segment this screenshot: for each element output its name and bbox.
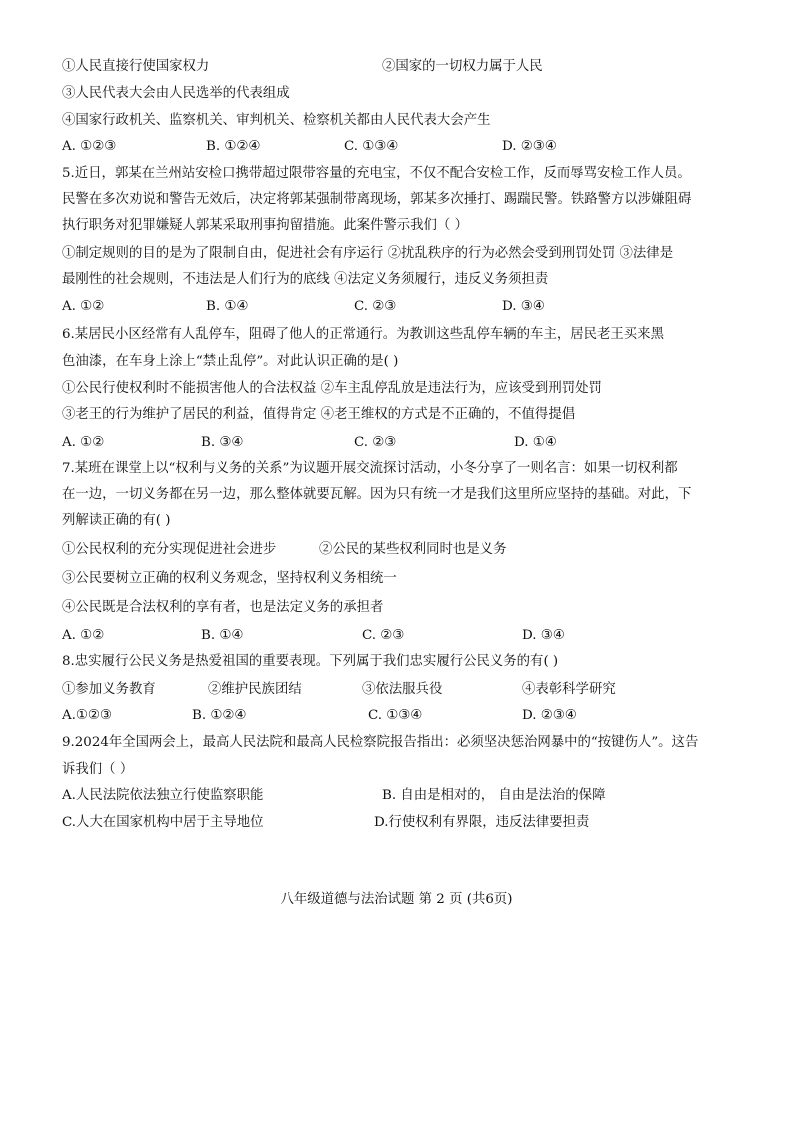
choice-d: D. ①④ — [514, 435, 557, 450]
statement-4: ④公民既是合法权利的享有者，也是法定义务的承担者 — [62, 600, 384, 615]
q5-statement-line: 最刚性的社会规则，不违法是人们行为的底线 ④法定义务须履行，违反义务须担责 — [62, 272, 549, 287]
choice-b: B. ③④ — [201, 435, 244, 450]
q9-stem-line: 诉我们（ ） — [62, 762, 134, 777]
choice-c: C. ②③ — [362, 628, 405, 643]
q6-stem-line: 色油漆，在车身上涂上“禁止乱停”。对此认识正确的是( ) — [62, 354, 399, 369]
statement-3: ③依法服兵役 — [362, 682, 443, 697]
statement-1: ①人民直接行使国家权力 — [62, 59, 210, 74]
choice-c: C. ①③④ — [344, 139, 399, 154]
statement-1: ①公民权利的充分实现促进社会进步 — [62, 542, 277, 557]
statement-3: ③人民代表大会由人民选举的代表组成 — [62, 86, 290, 101]
choice-b: B. ①②④ — [206, 139, 261, 154]
statement-4: ④表彰科学研究 — [522, 682, 616, 697]
statement-4: ④国家行政机关、监察机关、审判机关、检察机关都由人民代表大会产生 — [62, 113, 491, 128]
q9-stem-line: 9.2024年全国两会上，最高人民法院和最高人民检察院报告指出：必须坚决惩治网暴中的“按键伤人”。这告 — [62, 735, 699, 750]
statement-2: ②公民的某些权利同时也是义务 — [319, 542, 507, 557]
choice-b: B. ①④ — [201, 628, 244, 643]
choice-a: A.人民法院依法独立行使监察职能 — [62, 788, 264, 803]
choice-c: C. ②③ — [354, 299, 397, 314]
q5-stem-line: 民警在多次劝说和警告无效后，决定将郭某强制带离现场，郭某多次捶打、踢踹民警。铁路警方以涉嫌阻碍 — [62, 192, 692, 207]
q7-stem-line: 列解读正确的有( ) — [62, 513, 171, 528]
choice-c: C.人大在国家机构中居于主导地位 — [62, 815, 264, 830]
q6-stem-line: 6.某居民小区经常有人乱停车，阻碍了他人的正常通行。为教训这些乱停车辆的车主，居民老王买来黑 — [62, 327, 664, 342]
choice-c: C. ②③ — [354, 435, 397, 450]
choice-a: A.①②③ — [62, 708, 112, 723]
q5-stem-line: 执行职务对犯罪嫌疑人郭某采取刑事拘留措施。此案件警示我们（ ） — [62, 218, 468, 233]
q8-stem: 8.忠实履行公民义务是热爱祖国的重要表现。下列属于我们忠实履行公民义务的有( ) — [62, 654, 559, 669]
choice-b: B. ①④ — [206, 299, 249, 314]
q5-statement-line: ①制定规则的目的是为了限制自由，促进社会有序运行 ②扰乱秩序的行为必然会受到刑罚处罚 ③法律是 — [62, 246, 674, 261]
choice-a: A. ①② — [62, 628, 105, 643]
choice-d: D.行使权利有界限，违反法律要担责 — [374, 815, 590, 830]
statement-3: ③公民要树立正确的权利义务观念，坚持权利义务相统一 — [62, 571, 397, 586]
statement-2: ②国家的一切权力属于人民 — [382, 59, 543, 74]
q7-stem-line: 在一边，一切义务都在另一边，那么整体就要瓦解。因为只有统一才是我们这里所应坚持的基础。对此，下 — [62, 487, 692, 502]
choice-a: A. ①② — [62, 299, 105, 314]
q6-statement-line: ①公民行使权利时不能损害他人的合法权益 ②车主乱停乱放是违法行为，应该受到刑罚处罚 — [62, 381, 602, 396]
statement-2: ②维护民族团结 — [208, 682, 302, 697]
choice-d: D. ③④ — [502, 299, 545, 314]
choice-d: D. ②③④ — [522, 708, 577, 723]
q7-stem-line: 7.某班在课堂上以“权利与义务的关系”为议题开展交流探讨活动，小冬分享了一则名言：如果一切权利都 — [62, 461, 678, 476]
choice-c: C. ①③④ — [368, 708, 423, 723]
q6-statement-line: ③老王的行为维护了居民的利益，值得肯定 ④老王维权的方式是不正确的，不值得提倡 — [62, 407, 576, 422]
choice-d: D. ②③④ — [502, 139, 557, 154]
q5-stem-line: 5.近日，郭某在兰州站安检口携带超过限带容量的充电宝，不仅不配合安检工作，反而辱骂安检工作人员。 — [62, 166, 691, 181]
choice-d: D. ③④ — [522, 628, 565, 643]
choice-b: B. 自由是相对的， 自由是法治的保障 — [382, 788, 606, 803]
choice-a: A. ①②③ — [62, 139, 117, 154]
choice-b: B. ①②④ — [192, 708, 247, 723]
page-footer: 八年级道德与法治试题 第 2 页 (共6页) — [280, 892, 513, 907]
choice-a: A. ①② — [62, 435, 105, 450]
statement-1: ①参加义务教育 — [62, 682, 156, 697]
